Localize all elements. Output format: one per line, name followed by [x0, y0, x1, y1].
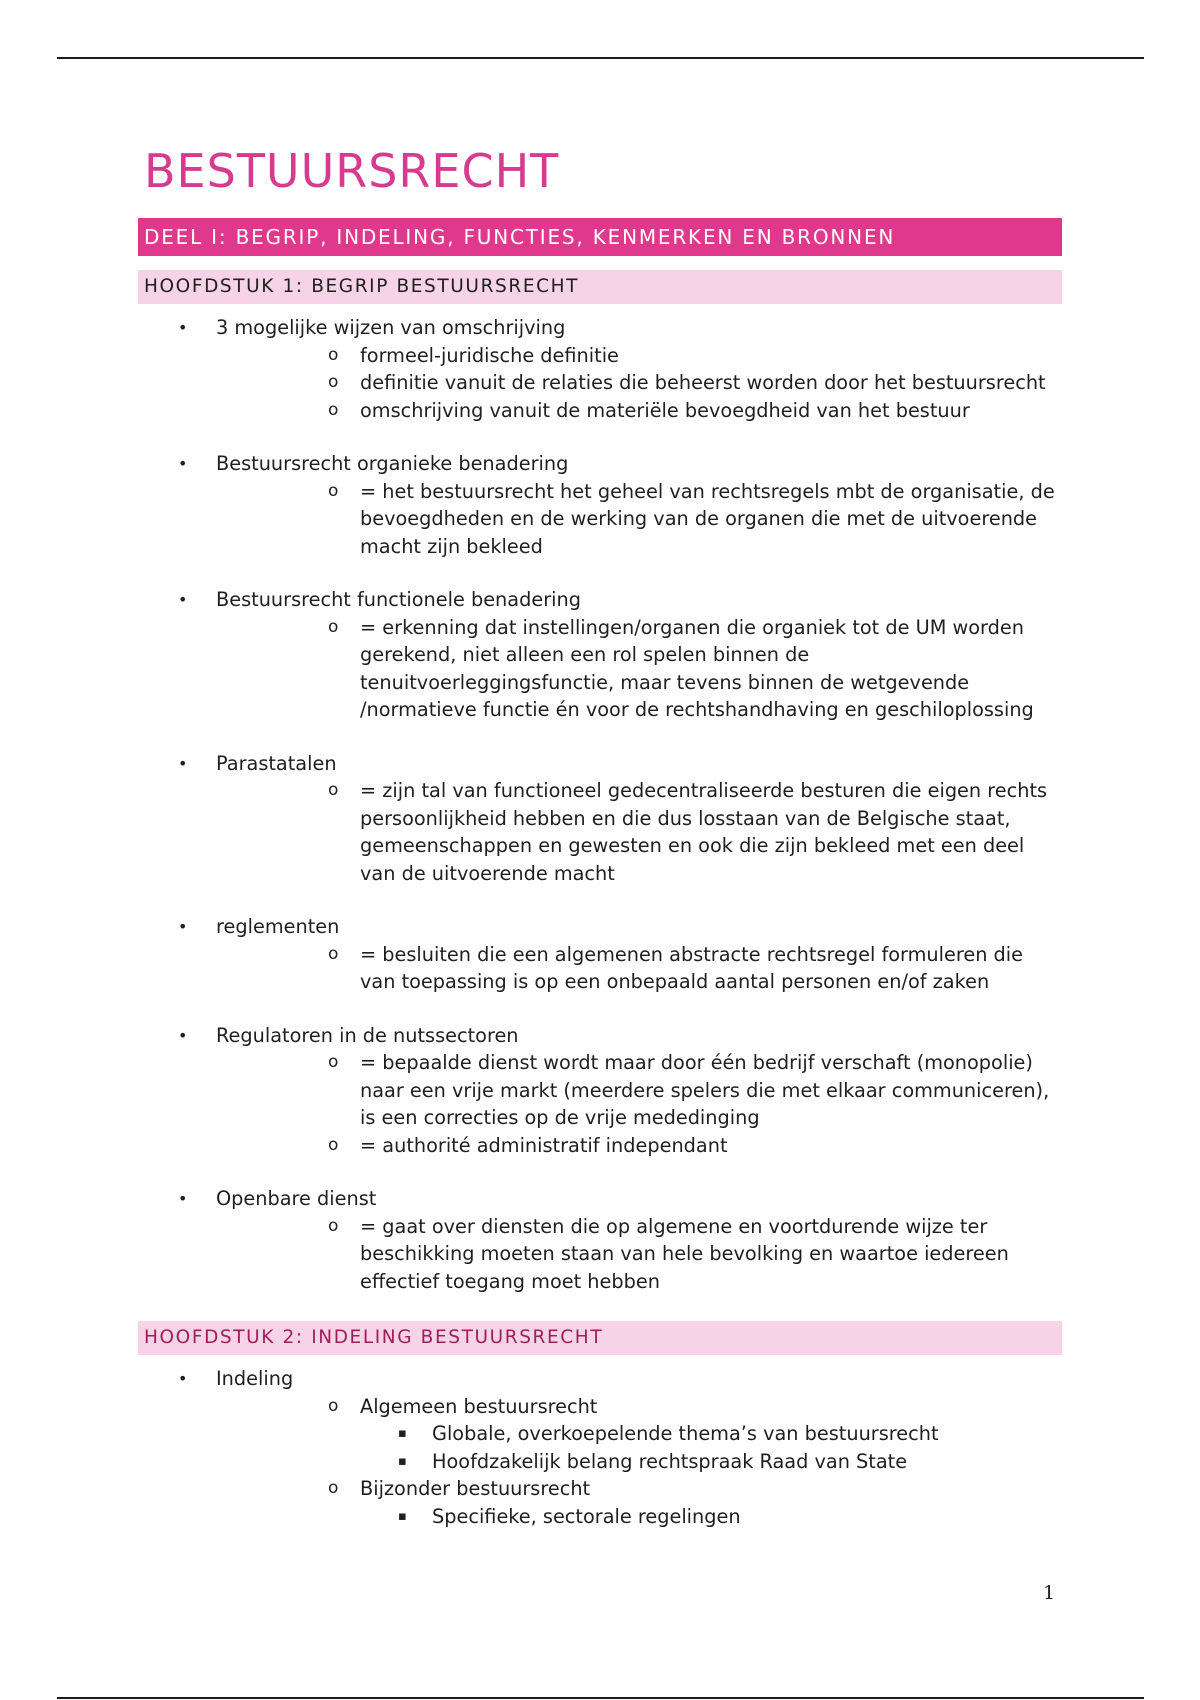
sub-list-item-text: = erkenning dat instellingen/organen die organiek tot de UM worden gerekend, niet alleen een rol spelen binnen de tenuitvoerleggingsfunctie, maar tevens binnen de wetgevende /normatieve functie én voor de rechtshandhaving en geschiloplossing — [360, 615, 1034, 721]
sub-list-item-text: omschrijving vanuit de materiële bevoegdheid van het bestuur — [360, 398, 970, 422]
circle-bullet-icon: o — [328, 1134, 339, 1155]
square-bullet-icon: ▪ — [398, 1508, 407, 1524]
bullet-icon: • — [178, 1369, 188, 1388]
circle-bullet-icon: o — [328, 1215, 339, 1236]
list-item-text: Indeling — [216, 1367, 294, 1390]
list-item — [138, 913, 1062, 996]
circle-bullet-icon: o — [328, 616, 339, 637]
sub-list-item-text: = besluiten die een algemenen abstracte rechtsregel formuleren die van toepassing is op een onbepaald aantal personen en/of zaken — [360, 942, 1024, 993]
sub-list-item — [216, 777, 1062, 887]
sub-list-item-text: = authorité administratif independant — [360, 1133, 728, 1157]
list-item — [138, 1022, 1062, 1160]
sub-list-item — [216, 397, 1062, 425]
sub-list-item-text: Bijzonder bestuursrecht — [360, 1477, 591, 1500]
sub-list-item — [216, 1475, 1062, 1530]
list-item — [138, 1365, 1062, 1530]
sub-list-item — [216, 1049, 1062, 1132]
sub-list-item — [216, 478, 1062, 561]
list-item — [138, 750, 1062, 888]
sub-sub-list-item-text: Globale, overkoepelende thema’s van bestuursrecht — [432, 1422, 939, 1445]
sub-list-item-text: Algemeen bestuursrecht — [360, 1394, 598, 1418]
sub-list-item — [216, 342, 1062, 370]
bullet-icon: • — [178, 1189, 188, 1208]
sub-list-item — [216, 941, 1062, 996]
list-item — [138, 1185, 1062, 1295]
list-item-text: Bestuursrecht organieke benadering — [216, 452, 569, 475]
bullet-icon: • — [178, 590, 188, 609]
sub-sub-list-item — [360, 1448, 1062, 1476]
chapter-2-heading: HOOFDSTUK 2: INDELING BESTUURSRECHT — [138, 1321, 1062, 1355]
square-bullet-icon: ▪ — [398, 1426, 407, 1441]
list-item-text: Openbare dienst — [216, 1187, 377, 1210]
page-content — [138, 138, 1062, 1530]
bullet-icon: • — [178, 753, 188, 773]
list-item-text: Parastatalen — [216, 751, 337, 775]
part-heading: DEEL I: BEGRIP, INDELING, FUNCTIES, KENMERKEN EN BRONNEN — [138, 218, 1062, 256]
square-bullet-icon: ▪ — [398, 1453, 407, 1469]
circle-bullet-icon: o — [328, 1478, 339, 1498]
top-rule — [57, 57, 1144, 59]
sub-list-item — [216, 614, 1062, 724]
bullet-icon: • — [178, 917, 188, 936]
circle-bullet-icon: o — [328, 1395, 339, 1416]
list-item-text: reglementen — [216, 915, 340, 938]
circle-bullet-icon: o — [328, 344, 339, 365]
circle-bullet-icon: o — [328, 1052, 339, 1072]
chapter-2-list — [138, 1365, 1062, 1530]
chapter-1-list — [138, 314, 1062, 1295]
document-title: BESTUURSRECHT — [144, 144, 560, 198]
sub-sub-list-item — [360, 1420, 1062, 1448]
sub-list-item — [216, 1213, 1062, 1296]
sub-list-item — [216, 1132, 1062, 1160]
list-item-text: 3 mogelijke wijzen van omschrijving — [216, 316, 566, 339]
sub-list-item-text: = gaat over diensten die op algemene en voortdurende wijze ter beschikking moeten staan van hele bevolking en waartoe iedereen effectief toegang moet hebben — [360, 1214, 1009, 1293]
sub-sub-list-item-text: Hoofdzakelijk belang rechtspraak Raad van State — [432, 1449, 908, 1473]
sub-list-item — [216, 1393, 1062, 1476]
sub-list-item-text: = bepaalde dienst wordt maar door één bedrijf verschaft (monopolie) naar een vrije markt (meerdere spelers die met elkaar communiceren), is een correcties op de vrije mededinging — [360, 1051, 1050, 1129]
bottom-rule — [57, 1697, 1144, 1699]
bullet-icon: • — [178, 454, 188, 473]
sub-list-item — [216, 369, 1062, 397]
list-item-text: Bestuursrecht functionele benadering — [216, 588, 581, 611]
list-item — [138, 450, 1062, 560]
sub-sub-list-item-text: Specifieke, sectorale regelingen — [432, 1504, 741, 1528]
sub-list-item-text: = het bestuursrecht het geheel van rechtsregels mbt de organisatie, de bevoegdheden en de werking van de organen die met de uitvoerende macht zijn bekleed — [360, 479, 1055, 558]
circle-bullet-icon: o — [328, 399, 339, 420]
list-item-text: Regulatoren in de nutssectoren — [216, 1023, 519, 1047]
circle-bullet-icon: o — [328, 480, 339, 501]
sub-list-item-text: formeel-juridische definitie — [360, 343, 619, 367]
sub-list-item-text: = zijn tal van functioneel gedecentraliseerde besturen die eigen rechts persoonlijkheid hebben en die dus losstaan van de Belgische staat, gemeenschappen en gewesten en ook die zijn bekleed met een deel van de uitvoerende macht — [360, 779, 1048, 885]
sub-list-item-text: definitie vanuit de relaties die beheerst worden door het bestuursrecht — [360, 371, 1046, 394]
bullet-icon: • — [178, 1025, 188, 1045]
page-number: 1 — [1043, 1582, 1056, 1604]
circle-bullet-icon: o — [328, 780, 339, 800]
sub-sub-list-item — [360, 1503, 1062, 1531]
circle-bullet-icon: o — [328, 372, 339, 392]
list-item — [138, 314, 1062, 424]
chapter-1-heading: HOOFDSTUK 1: BEGRIP BESTUURSRECHT — [138, 270, 1062, 304]
list-item — [138, 586, 1062, 724]
circle-bullet-icon: o — [328, 943, 339, 964]
bullet-icon: • — [178, 318, 188, 337]
